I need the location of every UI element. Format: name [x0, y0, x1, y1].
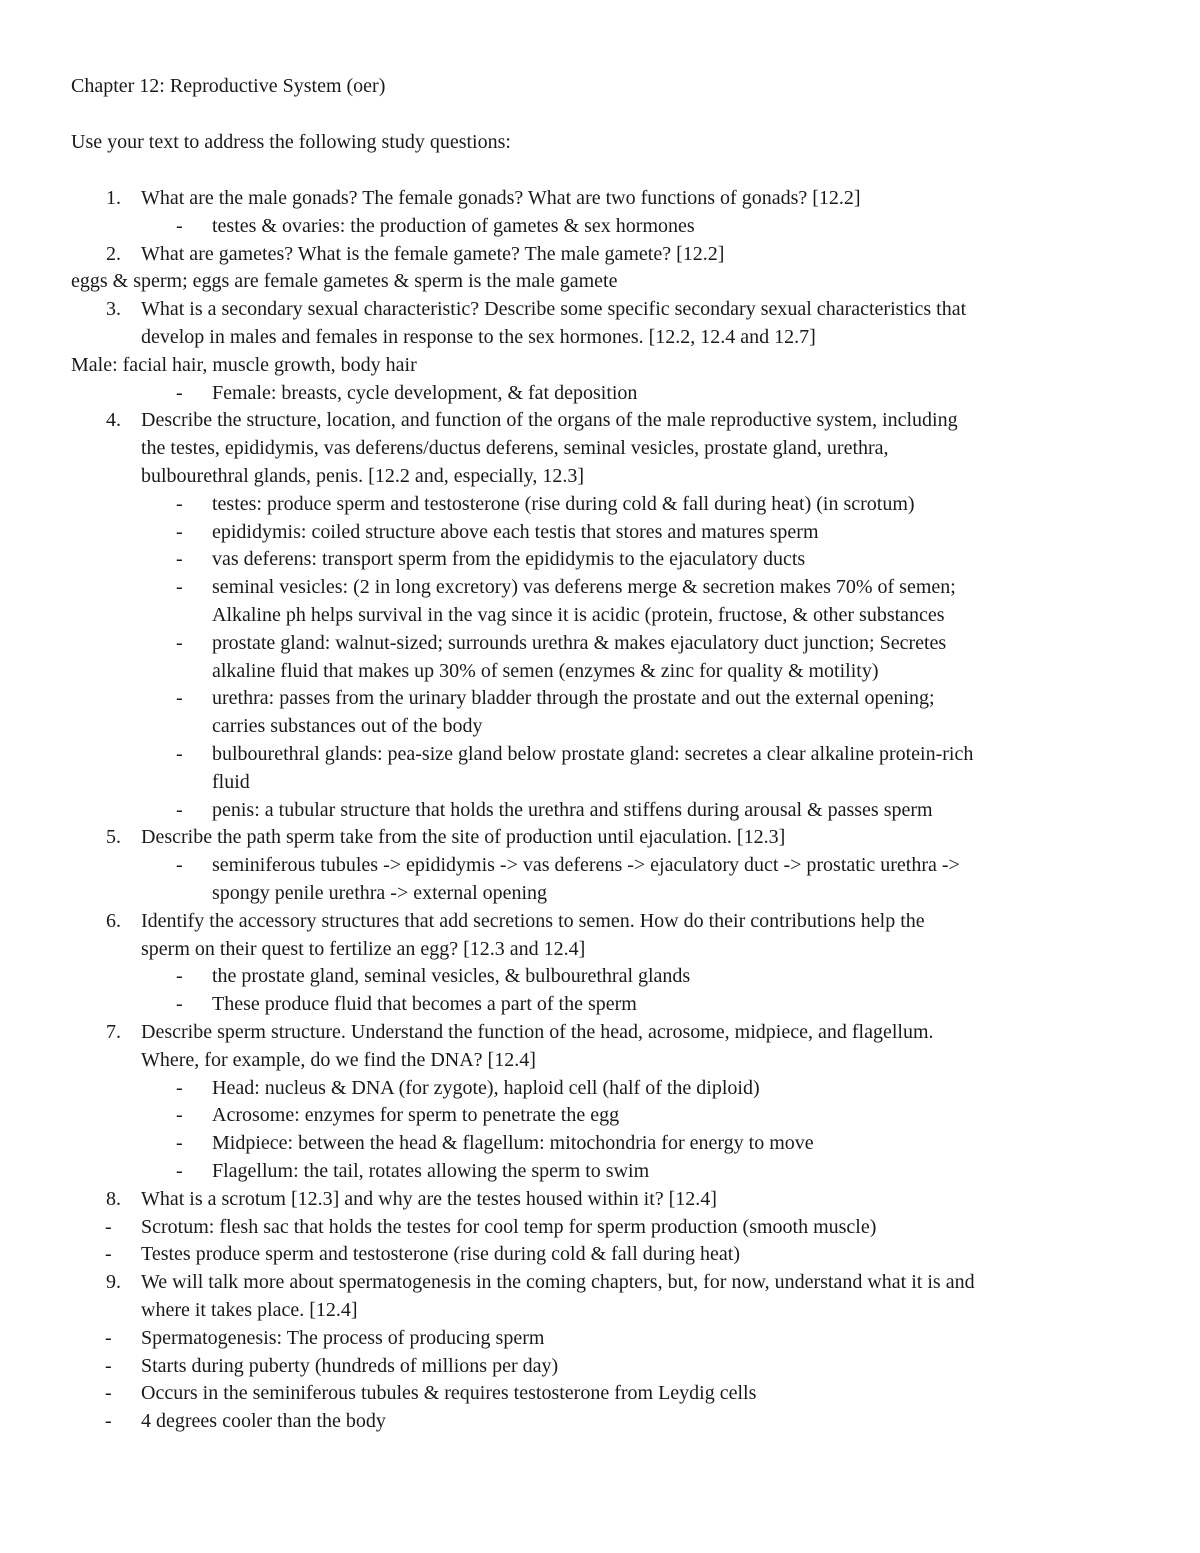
bullet-dash: -: [176, 965, 183, 988]
answer-text: spongy penile urethra -> external opening: [212, 882, 548, 904]
question-text: where it takes place. [12.4]: [141, 1299, 358, 1321]
question-text: Describe sperm structure. Understand the function of the head, acrosome, midpiece, and flagellum.: [141, 1021, 934, 1043]
bullet-dash: -: [176, 1132, 183, 1155]
question-text: What is a secondary sexual characteristic? Describe some specific secondary sexual characteristics that: [141, 298, 967, 321]
question-text: bulbourethral glands, penis. [12.2 and, especially, 12.3]: [141, 465, 585, 487]
answer-text: Testes produce sperm and testosterone (rise during cold & fall during heat): [141, 1243, 740, 1266]
answer-text: epididymis: coiled structure above each testis that stores and matures sperm: [212, 520, 819, 543]
answer-text: seminal vesicles: (2 in long excretory) vas deferens merge & secretion makes 70% of semen;: [212, 576, 956, 599]
question-text: Describe the path sperm take from the site of production until ejaculation. [12.3]: [141, 826, 786, 849]
answer-text: These produce fluid that becomes a part of the sperm: [212, 993, 637, 1016]
bullet-dash: -: [176, 1076, 183, 1099]
answer-text: Flagellum: the tail, rotates allowing the sperm to swim: [212, 1160, 650, 1182]
question-number: 2.: [106, 242, 121, 265]
question-text: What are gametes? What is the female gamete? The male gamete? [12.2]: [141, 242, 725, 265]
bullet-dash: -: [105, 1243, 112, 1266]
answer-text: bulbourethral glands: pea-size gland below prostate gland: secretes a clear alkaline protein-rich: [212, 743, 974, 765]
bullet-dash: -: [105, 1410, 112, 1433]
answer-text: urethra: passes from the urinary bladder through the prostate and out the external opening;: [212, 687, 935, 710]
question-text: sperm on their quest to fertilize an egg? [12.3 and 12.4]: [141, 937, 586, 960]
question-text: We will talk more about spermatogenesis in the coming chapters, but, for now, understand what it is and: [141, 1271, 975, 1294]
bullet-dash: -: [105, 1354, 112, 1377]
bullet-dash: -: [176, 854, 183, 877]
answer-text: prostate gland: walnut-sized; surrounds urethra & makes ejaculatory duct junction; Secretes: [212, 631, 947, 654]
answer-text: Male: facial hair, muscle growth, body hair: [71, 353, 417, 376]
bullet-dash: -: [176, 492, 183, 515]
question-text: What is a scrotum [12.3] and why are the testes housed within it? [12.4]: [141, 1187, 717, 1210]
answer-text: Starts during puberty (hundreds of millions per day): [141, 1354, 559, 1377]
question-number: 5.: [106, 826, 121, 849]
answer-text: Midpiece: between the head & flagellum: mitochondria for energy to move: [212, 1132, 814, 1155]
answer-text: alkaline fluid that makes up 30% of semen (enzymes & zinc for quality & motility): [212, 659, 879, 682]
question-number: 9.: [106, 1271, 121, 1294]
question-text: develop in males and females in response to the sex hormones. [12.2, 12.4 and 12.7]: [141, 326, 816, 348]
bullet-dash: -: [176, 1160, 183, 1182]
bullet-dash: -: [105, 1215, 112, 1238]
bullet-dash: -: [176, 576, 183, 599]
answer-text: Female: breasts, cycle development, & fat deposition: [212, 381, 638, 404]
bullet-dash: -: [176, 687, 183, 710]
bullet-dash: -: [176, 631, 183, 654]
page-title: Chapter 12: Reproductive System (oer): [71, 75, 386, 97]
question-number: 8.: [106, 1187, 121, 1210]
bullet-dash: -: [176, 214, 183, 237]
question-number: 6.: [106, 909, 121, 932]
question-number: 1.: [106, 187, 121, 209]
bullet-dash: -: [176, 1104, 183, 1127]
answer-text: penis: a tubular structure that holds the urethra and stiffens during arousal & passes sperm: [212, 798, 933, 821]
answer-text: Scrotum: flesh sac that holds the testes for cool temp for sperm production (smooth muscle): [141, 1215, 877, 1238]
bullet-dash: -: [105, 1382, 112, 1405]
intro-text: Use your text to address the following study questions:: [71, 131, 511, 153]
question-text: What are the male gonads? The female gonads? What are two functions of gonads? [12.2]: [141, 187, 861, 209]
question-number: 3.: [106, 298, 121, 321]
answer-text: Acrosome: enzymes for sperm to penetrate the egg: [212, 1104, 620, 1127]
bullet-dash: -: [176, 993, 183, 1016]
bullet-dash: -: [176, 548, 183, 571]
answer-text: the prostate gland, seminal vesicles, & bulbourethral glands: [212, 965, 691, 988]
bullet-dash: -: [105, 1326, 112, 1349]
answer-text: fluid: [212, 770, 250, 793]
answer-text: testes: produce sperm and testosterone (rise during cold & fall during heat) (in scrotum): [212, 492, 915, 515]
question-text: the testes, epididymis, vas deferens/ductus deferens, seminal vesicles, prostate gland, urethra,: [141, 437, 889, 460]
bullet-dash: -: [176, 743, 183, 765]
question-number: 4.: [106, 409, 121, 432]
answer-text: Occurs in the seminiferous tubules & requires testosterone from Leydig cells: [141, 1382, 757, 1405]
answer-text: seminiferous tubules -> epididymis -> vas deferens -> ejaculatory duct -> prostatic urethra ->: [212, 854, 960, 877]
question-text: Describe the structure, location, and function of the organs of the male reproductive system, including: [141, 409, 958, 432]
answer-text: eggs & sperm; eggs are female gametes & sperm is the male gamete: [71, 270, 618, 293]
question-text: Where, for example, do we find the DNA? [12.4]: [141, 1048, 536, 1071]
answer-text: Head: nucleus & DNA (for zygote), haploid cell (half of the diploid): [212, 1076, 760, 1099]
answer-text: 4 degrees cooler than the body: [141, 1410, 386, 1433]
answer-text: carries substances out of the body: [212, 715, 483, 738]
answer-text: Alkaline ph helps survival in the vag since it is acidic (protein, fructose, & other substances: [212, 604, 945, 626]
answer-text: testes & ovaries: the production of gametes & sex hormones: [212, 214, 695, 237]
answer-text: vas deferens: transport sperm from the epididymis to the ejaculatory ducts: [212, 548, 806, 571]
question-number: 7.: [106, 1021, 121, 1043]
question-text: Identify the accessory structures that add secretions to semen. How do their contributions help the: [141, 909, 925, 932]
answer-text: Spermatogenesis: The process of producing sperm: [141, 1326, 545, 1349]
bullet-dash: -: [176, 798, 183, 821]
bullet-dash: -: [176, 520, 183, 543]
bullet-dash: -: [176, 381, 183, 404]
